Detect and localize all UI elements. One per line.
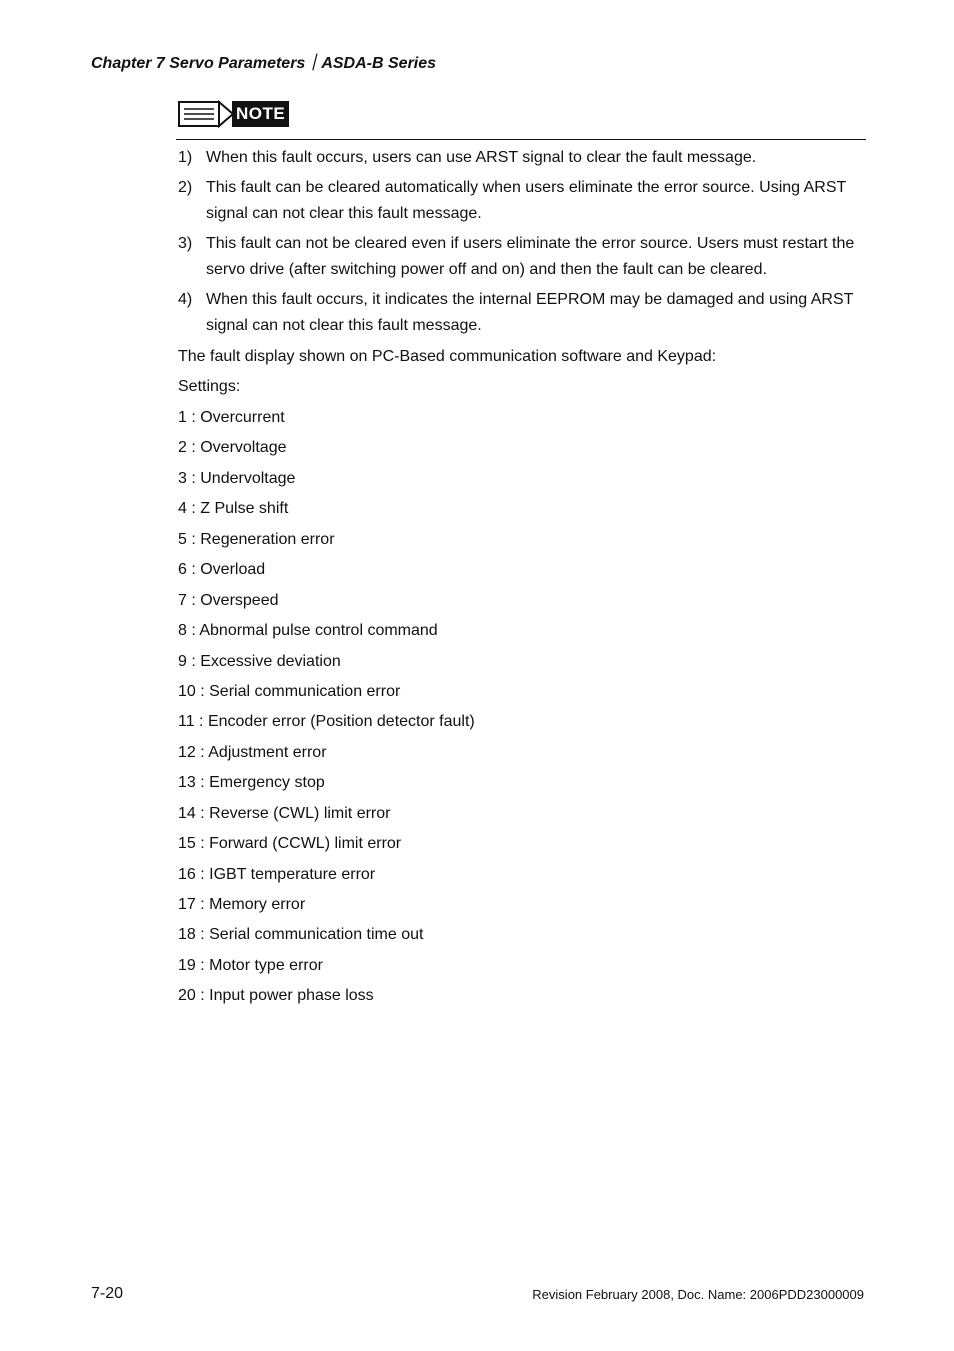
settings-label: Settings:	[178, 378, 241, 395]
list-item: 6 : Overload	[178, 561, 266, 579]
note-text: This fault can not be cleared even if users eliminate the error source. Users must restart the servo drive (after switching power off and on) and then the fault can be cleared.	[206, 235, 855, 278]
list-item: 11 : Encoder error (Position detector fault)	[178, 713, 475, 731]
page-header: Chapter 7 Servo Parameters｜ASDA-B Series	[91, 55, 437, 72]
settings-list	[178, 407, 475, 1016]
list-item: 1 : Overcurrent	[178, 409, 285, 426]
note-number: 2)	[178, 179, 193, 196]
list-item: 2 : Overvoltage	[178, 439, 287, 457]
note-divider	[176, 139, 866, 140]
note-text: This fault can be cleared automatically when users eliminate the error source. Using ARST signal can not clear this fault message.	[206, 179, 847, 222]
note-number: 3)	[178, 235, 193, 252]
list-item: 20 : Input power phase loss	[178, 987, 374, 1005]
list-item: 5 : Regeneration error	[178, 530, 335, 548]
list-item: 16 : IGBT temperature error	[178, 865, 376, 883]
list-item: 14 : Reverse (CWL) limit error	[178, 804, 391, 822]
list-item: 7 : Overspeed	[178, 591, 279, 609]
note-label: NOTE	[232, 101, 289, 127]
list-item	[178, 145, 866, 171]
page-number: 7-20	[91, 1285, 124, 1302]
list-item	[178, 175, 866, 227]
list-item	[178, 231, 866, 283]
list-item: 18 : Serial communication time out	[178, 926, 424, 944]
list-item	[178, 287, 866, 339]
note-number: 1)	[178, 149, 193, 166]
note-list	[178, 145, 866, 343]
note-number: 4)	[178, 291, 193, 308]
revision-info: Revision February 2008, Doc. Name: 2006PDD23000009	[532, 1287, 864, 1302]
list-item: 19 : Motor type error	[178, 956, 323, 974]
intro-text: The fault display shown on PC-Based communication software and Keypad:	[178, 348, 717, 365]
list-item: 3 : Undervoltage	[178, 469, 296, 487]
list-item: 10 : Serial communication error	[178, 682, 401, 700]
note-text: When this fault occurs, users can use ARST signal to clear the fault message.	[206, 149, 757, 166]
list-item: 4 : Z Pulse shift	[178, 500, 289, 518]
note-text: When this fault occurs, it indicates the internal EEPROM may be damaged and using ARST signal can not clear this fault message.	[206, 291, 854, 334]
list-item: 8 : Abnormal pulse control command	[178, 622, 438, 640]
note-badge	[178, 100, 289, 128]
list-item: 17 : Memory error	[178, 896, 306, 913]
list-item: 9 : Excessive deviation	[178, 652, 341, 670]
list-item: 15 : Forward (CCWL) limit error	[178, 835, 402, 853]
note-hand-icon	[178, 100, 234, 128]
list-item: 12 : Adjustment error	[178, 743, 327, 761]
list-item: 13 : Emergency stop	[178, 774, 325, 792]
